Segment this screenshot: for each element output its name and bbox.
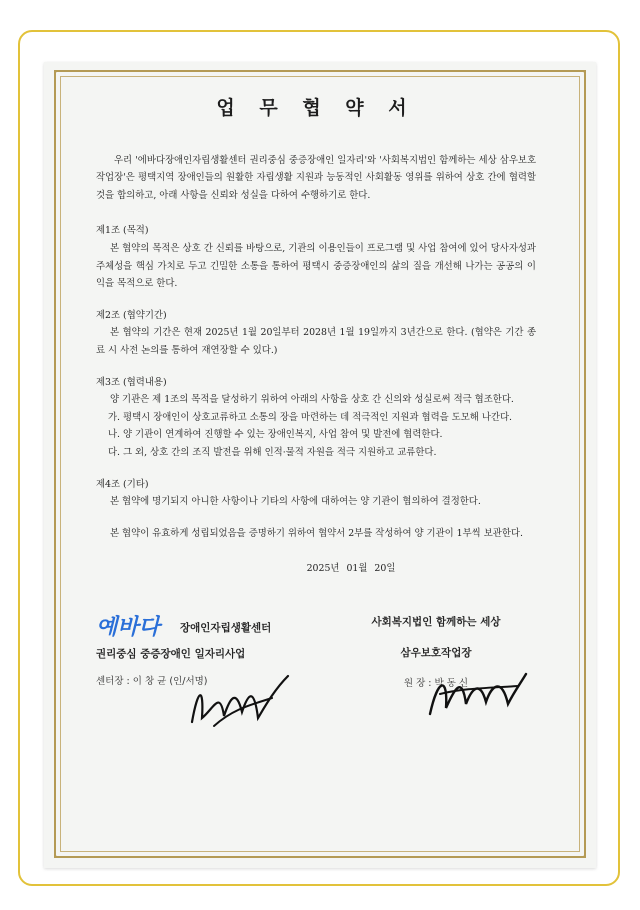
article-heading: 제2조 (협약기간) [96, 309, 167, 321]
article-heading: 제3조 (협력내용) [96, 376, 167, 388]
representative: 원 장 : 박 동 신 [403, 678, 469, 690]
article-body: 본 협약의 기간은 현재 2025년 1월 20일부터 2028년 1월 19일까지 3년간으로 한다. (협약은 기간 종료 시 사전 논의를 통하여 재연장할 수 있다.) [96, 327, 536, 356]
closing-paragraph: 본 협약이 유효하게 성립되었음을 증명하기 위하여 협약서 2부를 작성하여 양 기관이 1부씩 보관한다. [110, 527, 523, 539]
signature-mark [184, 668, 294, 732]
agreement-document [96, 96, 536, 693]
signature-mark [420, 664, 530, 724]
frame-corner [54, 834, 78, 858]
frame-corner [54, 70, 78, 94]
article-body: 양 기관은 제 1조의 목적을 달성하기 위하여 아래의 사항을 상호 간 신의와 성실로써 적극 협조한다. [110, 394, 514, 406]
program-name: 권리중심 중증장애인 일자리사업 [96, 647, 246, 660]
article-1 [96, 222, 536, 292]
document-title: 업 무 협 약 서 [216, 97, 416, 119]
list-item: 다. 그 외, 상호 간의 조직 발전을 위해 인적·물적 자원을 적극 지원하고 교류한다. [108, 446, 437, 458]
frame-corner [562, 834, 586, 858]
signature-section [96, 612, 536, 693]
intro-paragraph: 우리 '에바다장애인자립생활센터 권리중심 중증장애인 일자리'와 '사회복지법인 함께하는 세상 삼우보호작업장'은 평택지역 장애인들의 원활한 자립생활 지원과 능동적인 사회활동 영위를 위하여 상호 간에 협력할 것을 합의하고, 아래 사항을 신뢰와 성실을 다하여 수행하기로 한다. [96, 154, 536, 201]
article-heading: 제1조 (목적) [96, 225, 149, 237]
article-2 [96, 307, 536, 360]
article-4 [96, 476, 536, 511]
ebada-logo [96, 612, 176, 638]
article-body: 본 협약에 명기되지 아니한 사항이나 기타의 사항에 대하여는 양 기관이 협의하여 결정한다. [110, 496, 481, 508]
org-name: 장애인자립생활센터 [180, 622, 272, 635]
representative: 센터장 : 이 창 균 (인/서명) [96, 676, 208, 688]
org-logo-line [96, 612, 316, 638]
list-item: 나. 양 기관이 연계하여 진행할 수 있는 장애인복지, 사업 참여 및 발전에 협력한다. [108, 429, 443, 441]
workshop-name: 삼우보호작업장 [400, 647, 472, 660]
party-left [96, 612, 316, 693]
agreement-date: 2025년 01월 20일 [306, 563, 396, 575]
frame-corner [562, 70, 586, 94]
logo-wordmark: 예바다 [96, 614, 160, 638]
party-right [336, 612, 536, 693]
article-heading: 제4조 (기타) [96, 478, 149, 490]
article-body: 본 협약의 목적은 상호 간 신뢰를 바탕으로, 기관의 이용인들이 프로그램 및 사업 참여에 있어 당사자성과 주체성을 핵심 가치로 두고 긴밀한 소통을 통하여 평택시 중증장애인의 삶의 질을 개선해 나가는 공공의 이익을 목적으로 한다. [96, 242, 536, 290]
article-3 [96, 374, 536, 462]
list-item: 가. 평택시 장애인이 상호교류하고 소통의 장을 마련하는 데 적극적인 지원과 협력을 도모해 나간다. [108, 411, 512, 423]
org-name: 사회복지법인 함께하는 세상 [371, 615, 501, 628]
